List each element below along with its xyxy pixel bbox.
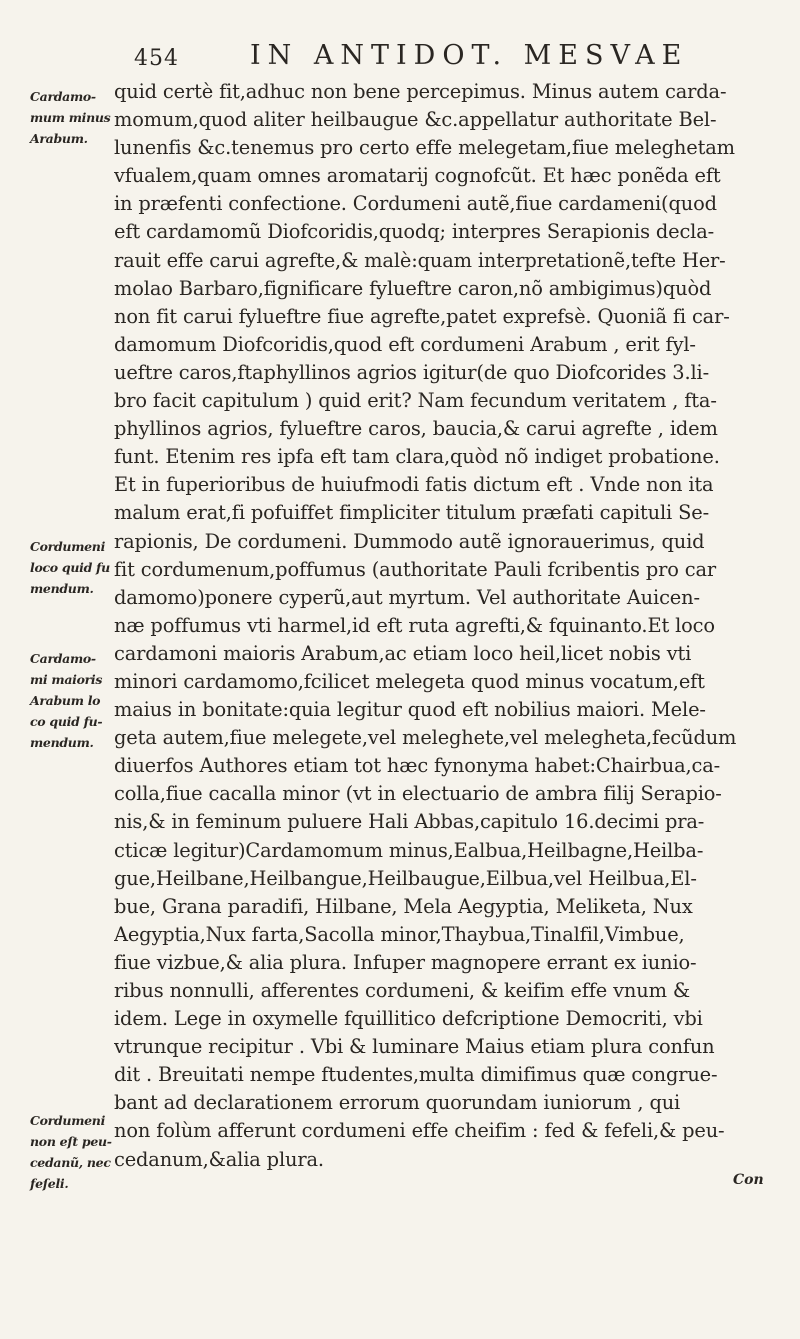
text-line: diuerfos Authores etiam tot hæc fynonyma habet:Chairbua,ca-	[114, 754, 721, 778]
text-line: malum erat,fi pofuiffet fimpliciter titulum præfati capituli Se-	[114, 501, 709, 525]
running-title: IN ANTIDOT. MESVAE	[250, 40, 689, 71]
text-line: non folùm afferunt cordumeni effe cheifim : fed & fefeli,& peu-	[114, 1119, 725, 1143]
text-line: rauit effe carui agrefte,& malè:quam interpretationẽ,tefte Her-	[114, 248, 726, 272]
marginal-note-cardamomi-maioris: Cardamo- mi maioris Arabum lo co quid fu- mendum.	[30, 651, 103, 750]
text-line: lunenfis &c.tenemus pro certo effe melegetam,fiue meleghetam	[114, 136, 735, 160]
text-line: cardamoni maioris Arabum,ac etiam loco heil,licet nobis vti	[114, 641, 692, 665]
marginal-note-cordumeni-loco: Cordumeni loco quid fu mendum.	[30, 539, 110, 596]
text-line: in præfenti confectione. Cordumeni autẽ,fiue cardameni(quod	[114, 192, 717, 216]
page-header	[0, 40, 800, 80]
text-line: momum,quod aliter heilbaugue &c.appellatur authoritate Bel-	[114, 108, 717, 132]
text-line: nis,& in feminum puluere Hali Abbas,capitulo 16.decimi pra-	[114, 810, 705, 834]
text-line: bue, Grana paradifi, Hilbane, Mela Aegyptia, Meliketa, Nux	[114, 894, 693, 918]
text-line: vfualem,quam omnes aromatarij cognofcũt. Et hæc ponẽda eft	[114, 164, 721, 188]
text-line: gue,Heilbane,Heilbangue,Heilbaugue,Eilbua,vel Heilbua,El-	[114, 866, 697, 890]
text-line: maius in bonitate:quia legitur quod eft nobilius maiori. Mele-	[114, 698, 706, 722]
page-number: 454	[134, 46, 179, 71]
text-line: damomo)ponere cyperũ,aut myrtum. Vel authoritate Auicen-	[114, 585, 700, 609]
text-line: damomum Diofcoridis,quod eft cordumeni Arabum , erit fyl-	[114, 332, 696, 356]
text-line: colla,fiue cacalla minor (vt in electuario de ambra filij Serapio-	[114, 782, 722, 806]
text-line: dit . Breuitati nempe ftudentes,multa dimifimus quæ congrue-	[114, 1063, 718, 1087]
text-line: geta autem,fiue melegete,vel meleghete,vel melegheta,fecũdum	[114, 726, 737, 750]
text-line: fit cordumenum,poffumus (authoritate Pauli fcribentis pro car	[114, 557, 717, 581]
text-line: ribus nonnulli, afferentes cordumeni, & keifim effe vnum &	[114, 979, 690, 1002]
text-line: phyllinos agrios, fylueftre caros, baucia,& carui agrefte , idem	[114, 417, 718, 441]
text-line: molao Barbaro,fignificare fylueftre caron,nõ ambigimus)quòd	[114, 276, 712, 300]
text-line: Et in fuperioribus de huiufmodi fatis dictum eft . Vnde non ita	[114, 473, 714, 497]
text-line: non fit carui fylueftre fiue agrefte,patet exprefsè. Quoniã fi car-	[114, 304, 730, 328]
text-line: bro facit capitulum ) quid erit? Nam fecundum veritatem , fta-	[114, 389, 717, 413]
text-line: rapionis, De cordumeni. Dummodo autẽ ignorauerimus, quid	[114, 529, 705, 553]
text-line: cticæ legitur)Cardamomum minus,Ealbua,Heilbagne,Heilba-	[114, 838, 704, 862]
text-line: ueftre caros,ftaphyllinos agrios igitur(de quo Diofcorides 3.li-	[114, 360, 710, 384]
text-line: idem. Lege in oxymelle fquillitico defcriptione Democriti, vbi	[114, 1007, 703, 1031]
catchword: Con	[733, 1172, 764, 1188]
marginal-note-cordumeni-non-est: Cordumeni non eſt peu- cedanũ, nec feſeli.	[30, 1113, 112, 1191]
text-line: næ poffumus vti harmel,id eft ruta agrefti,& fquinanto.Et loco	[114, 613, 715, 637]
text-line: vtrunque recipitur . Vbi & luminare Maius etiam plura confun	[114, 1035, 715, 1059]
text-line: bant ad declarationem errorum quorundam iuniorum , qui	[114, 1091, 681, 1115]
main-text-block	[114, 78, 790, 1174]
text-line: funt. Etenim res ipfa eft tam clara,quòd nõ indiget probatione.	[114, 445, 720, 469]
marginal-note-cardamomum-minus: Cardamo- mum minus Arabum.	[30, 89, 111, 146]
text-line: Aegyptia,Nux farta,Sacolla minor,Thaybua,Tinalfil,Vimbue,	[114, 922, 685, 946]
text-line: eft cardamomũ Diofcoridis,quodq; interpres Serapionis decla-	[114, 220, 715, 244]
text-line: minori cardamomo,fcilicet melegeta quod minus vocatum,eft	[114, 669, 705, 693]
text-line: cedanum,&alia plura.	[114, 1147, 324, 1171]
text-line: fiue vizbue,& alia plura. Infuper magnopere errant ex iunio-	[114, 950, 697, 974]
text-line: quid certè fit,adhuc non bene percepimus. Minus autem carda-	[114, 80, 727, 103]
